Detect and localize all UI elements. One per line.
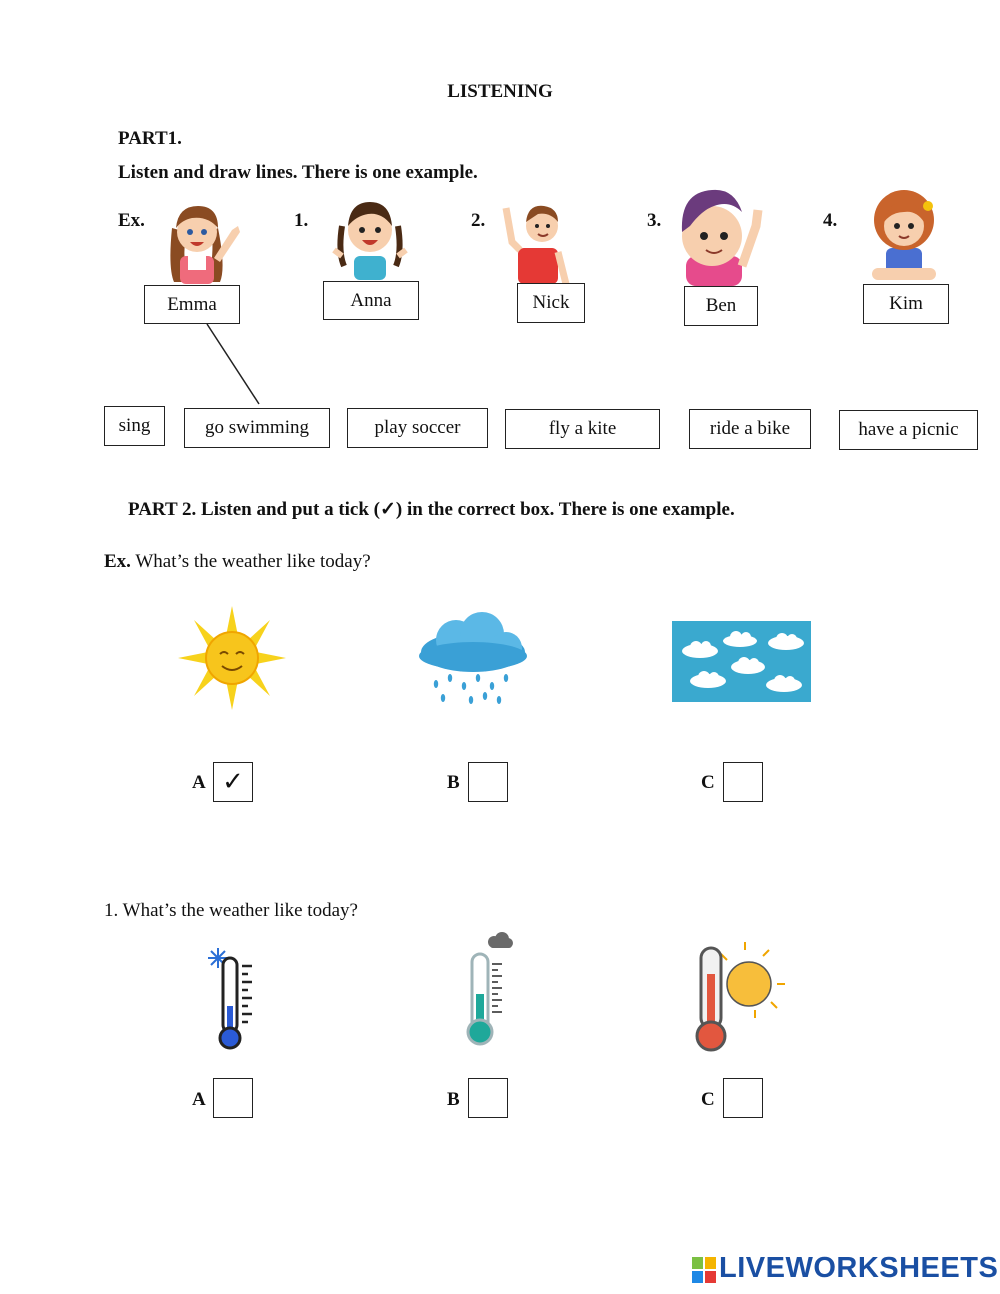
q1-option-a-label: A	[192, 1089, 206, 1110]
part2-instruction: PART 2. Listen and put a tick (✓) in the correct box. There is one example.	[128, 499, 735, 520]
q1-option-a-checkbox[interactable]	[213, 1078, 253, 1118]
q1-option-c-checkbox[interactable]	[723, 1078, 763, 1118]
cloudy-sky-icon	[672, 621, 811, 702]
part1-instruction: Listen and draw lines. There is one example.	[118, 162, 478, 183]
part1-heading: PART1.	[118, 128, 182, 149]
brand-wordmark: LIVEWORKSHEETS	[719, 1252, 999, 1284]
q1-option-b-checkbox[interactable]	[468, 1078, 508, 1118]
liveworksheets-logo-icon	[692, 1257, 716, 1283]
ex-option-b-label: B	[447, 772, 460, 793]
name-box-nick[interactable]: Nick	[517, 283, 585, 323]
activity-box-fly-a-kite[interactable]: fly a kite	[505, 409, 660, 449]
cold-thermometer-icon	[204, 944, 260, 1052]
ex-option-b-checkbox[interactable]	[468, 762, 508, 802]
name-box-anna[interactable]: Anna	[323, 281, 419, 320]
activity-box-ride-a-bike[interactable]: ride a bike	[689, 409, 811, 449]
ex-option-a-checkbox[interactable]	[213, 762, 253, 802]
name-box-ben[interactable]: Ben	[684, 286, 758, 326]
activity-box-go-swimming[interactable]: go swimming	[184, 408, 330, 448]
example-question	[104, 551, 371, 573]
number-3: 3.	[647, 210, 662, 231]
activity-box-sing[interactable]: sing	[104, 406, 165, 446]
ex-option-a-label: A	[192, 772, 206, 793]
sunny-icon	[178, 606, 286, 710]
name-box-kim[interactable]: Kim	[863, 284, 949, 324]
rainy-cloud-icon	[416, 612, 530, 710]
hot-thermometer-sun-icon	[693, 938, 789, 1056]
number-ex: Ex.	[118, 210, 145, 231]
activity-box-play-soccer[interactable]: play soccer	[347, 408, 488, 448]
number-1: 1.	[294, 210, 309, 231]
number-4: 4.	[823, 210, 838, 231]
q1-option-b-label: B	[447, 1089, 460, 1110]
mild-thermometer-icon	[458, 930, 516, 1048]
activity-box-have-a-picnic[interactable]: have a picnic	[839, 410, 978, 450]
page-title: LISTENING	[447, 81, 553, 102]
name-box-emma[interactable]: Emma	[144, 285, 240, 324]
number-2: 2.	[471, 210, 486, 231]
ex-option-c-label: C	[701, 772, 715, 793]
example-question-text: What’s the weather like today?	[135, 551, 371, 572]
check-mark-icon: ✓	[222, 767, 244, 796]
example-label: Ex.	[104, 551, 131, 572]
question-1: 1. What’s the weather like today?	[104, 900, 358, 921]
ex-option-c-checkbox[interactable]	[723, 762, 763, 802]
q1-option-c-label: C	[701, 1089, 715, 1110]
